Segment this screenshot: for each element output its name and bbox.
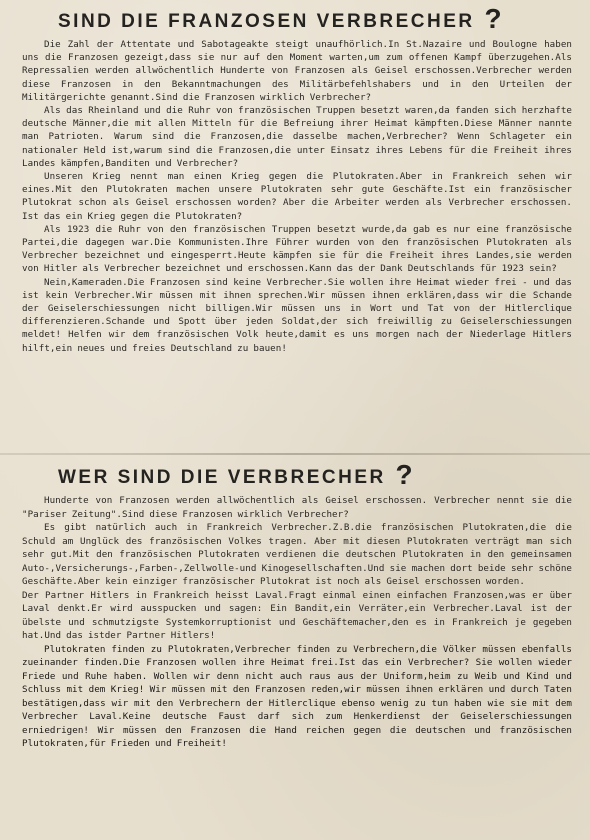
section-wer-sind-verbrecher [22, 459, 572, 751]
section-2-title-text: WER SIND DIE VERBRECHER [58, 467, 386, 488]
section-1-paragraph-2: Als das Rheinland und die Ruhr von französischen Truppen besetzt waren,da fanden sich herzhafte deutsche Männer,die mit allen Mitteln für die Befreiung ihrer Heimat kämpften.Diese Männer nannte man Patrioten. Warum sind die Franzosen,die dasselbe machen,Verbrecher? Wenn Schlageter ein nationaler Held ist,warum sind die Franzosen,die unter Einsatz ihres Lebens für die Freiheit ihres Landes kämpfen,Banditen und Verbrecher? [22, 105, 572, 169]
section-1-title-text: SIND DIE FRANZOSEN VERBRECHER [58, 11, 475, 32]
section-1-paragraph-4: Als 1923 die Ruhr von den französischen Truppen besetzt wurde,da gab es nur eine französische Partei,die dagegen war.Die Kommunisten.Ihre Führer wurden von den französischen Plutokraten als Verbrecher bezeichnet und eingesperrt.Heute kämpfen sie für die Freiheit ihres Landes,sie werden von Hitler als Verbrecher bezeichnet und erschossen.Kann das der Dank Deutschlands für 1923 sein? [22, 223, 572, 275]
section-2-paragraph-3: Der Partner Hitlers in Frankreich heisst Laval.Fragt einmal einen einfachen Franzosen,was er über Laval denkt.Er wird ausspucken und sagen: Ein Bandit,ein Verräter,ein Verbrecher.Laval ist der übelste und schmutzigste Systemkorruptionist und Geschäftemacher,den es in Frankreich je gegeben hat.Und das istder Partner Hitlers! [22, 589, 572, 641]
section-2-paragraph-2: Es gibt natürlich auch in Frankreich Verbrecher.Z.B.die französischen Plutokraten,die die Schuld am Unglück des französischen Volkes tragen. Aber mit diesen Plutokraten verträgt man sich sehr gut.Mit den französischen Plutokraten verdienen die deutschen Plutokraten in den gemeinsamen Auto-,Versicherungs-,Farben-,Zellwolle-und Kinogesellschaften.Und sie machen dort beide sehr schöne Geschäfte.Aber kein einziger französischer Plutokrat ist noch als Geisel erschossen worden. [22, 522, 572, 587]
paper-fold-line [0, 453, 590, 455]
section-1-title-mark: ? [484, 3, 505, 34]
section-1-title [58, 3, 572, 34]
section-2-paragraph-1: Hunderte von Franzosen werden allwöchentlich als Geisel erschossen. Verbrecher nennt sie die "Pariser Zeitung".Sind diese Franzosen wirklich Verbrecher? [22, 495, 572, 520]
section-2-title-mark: ? [395, 459, 416, 490]
section-1-paragraph-3: Unseren Krieg nennt man einen Krieg gegen die Plutokraten.Aber in Frankreich sehen wir eines.Mit den Plutokraten machen unsere Plutokraten sehr gute Geschäfte.Ist ein französischer Plutokrat schon als Geisel erschossen worden? Aber die Arbeiter werden als Verbrecher erschossen. Ist das ein Krieg gegen die Plutokraten? [22, 171, 572, 222]
section-franzosen-verbrecher [22, 3, 572, 355]
section-1-paragraph-5: Nein,Kameraden.Die Franzosen sind keine Verbrecher.Sie wollen ihre Heimat wieder frei - und das ist kein Verbrecher.Wir müssen mit ihnen sprechen.Wir müssen ihnen erklären,dass wir die Schande der Geiselerschiessungen nicht billigen.Wir müssen uns in Wort und Tat von der Hitlerclique differenzieren.Schande und Spott über jeden Soldat,der sich freiwillig zu Geiselerschiessungen meldet! Helfen wir dem französischen Volk heute,damit es uns morgen nach der Niederlage Hitlers hilft,ein neues und freies Deutschland zu bauen! [22, 276, 572, 354]
section-2-title [58, 459, 572, 490]
section-1-paragraph-1: Die Zahl der Attentate und Sabotageakte steigt unaufhörlich.In St.Nazaire und Boulogne haben uns die Franzosen gezeigt,dass sie nur auf den Moment warten,um zum offenen Kampf überzugehen.Als Repressalien werden allwöchentlich Hunderte von Franzosen als Geisel erschossen.Verbrecher werden diese Franzosen in den Bekanntmachungen des Militärbefehlshabers und in den Urteilen der Militärgerichte genannt.Sind die Franzosen wirklich Verbrecher? [22, 39, 572, 103]
section-2-paragraph-4: Plutokraten finden zu Plutokraten,Verbrecher finden zu Verbrechern,die Völker müssen ebenfalls zueinander finden.Die Franzosen wollen ihre Heimat frei.Ist das ein Verbrecher? Sie wollen wieder Friede und Ruhe haben. Wollen wir denn nicht auch raus aus der Uniform,heim zu Weib und Kind und Schluss mit dem Krieg! Wir müssen mit den Franzosen reden,wir müssen ihnen erklären und durch Taten bestätigen,dass wir mit den Verbrechern der Hitlerclique ebenso wenig zu tun haben wie sie mit dem Verbrecher Laval.Keine deutsche Faust darf sich zum Henkerdienst der Geiselerschiessungen erniedrigen! Wir müssen den Franzosen die Hand reichen gegen die deutschen und französischen Plutokraten,für Frieden und Freiheit! [22, 643, 572, 749]
